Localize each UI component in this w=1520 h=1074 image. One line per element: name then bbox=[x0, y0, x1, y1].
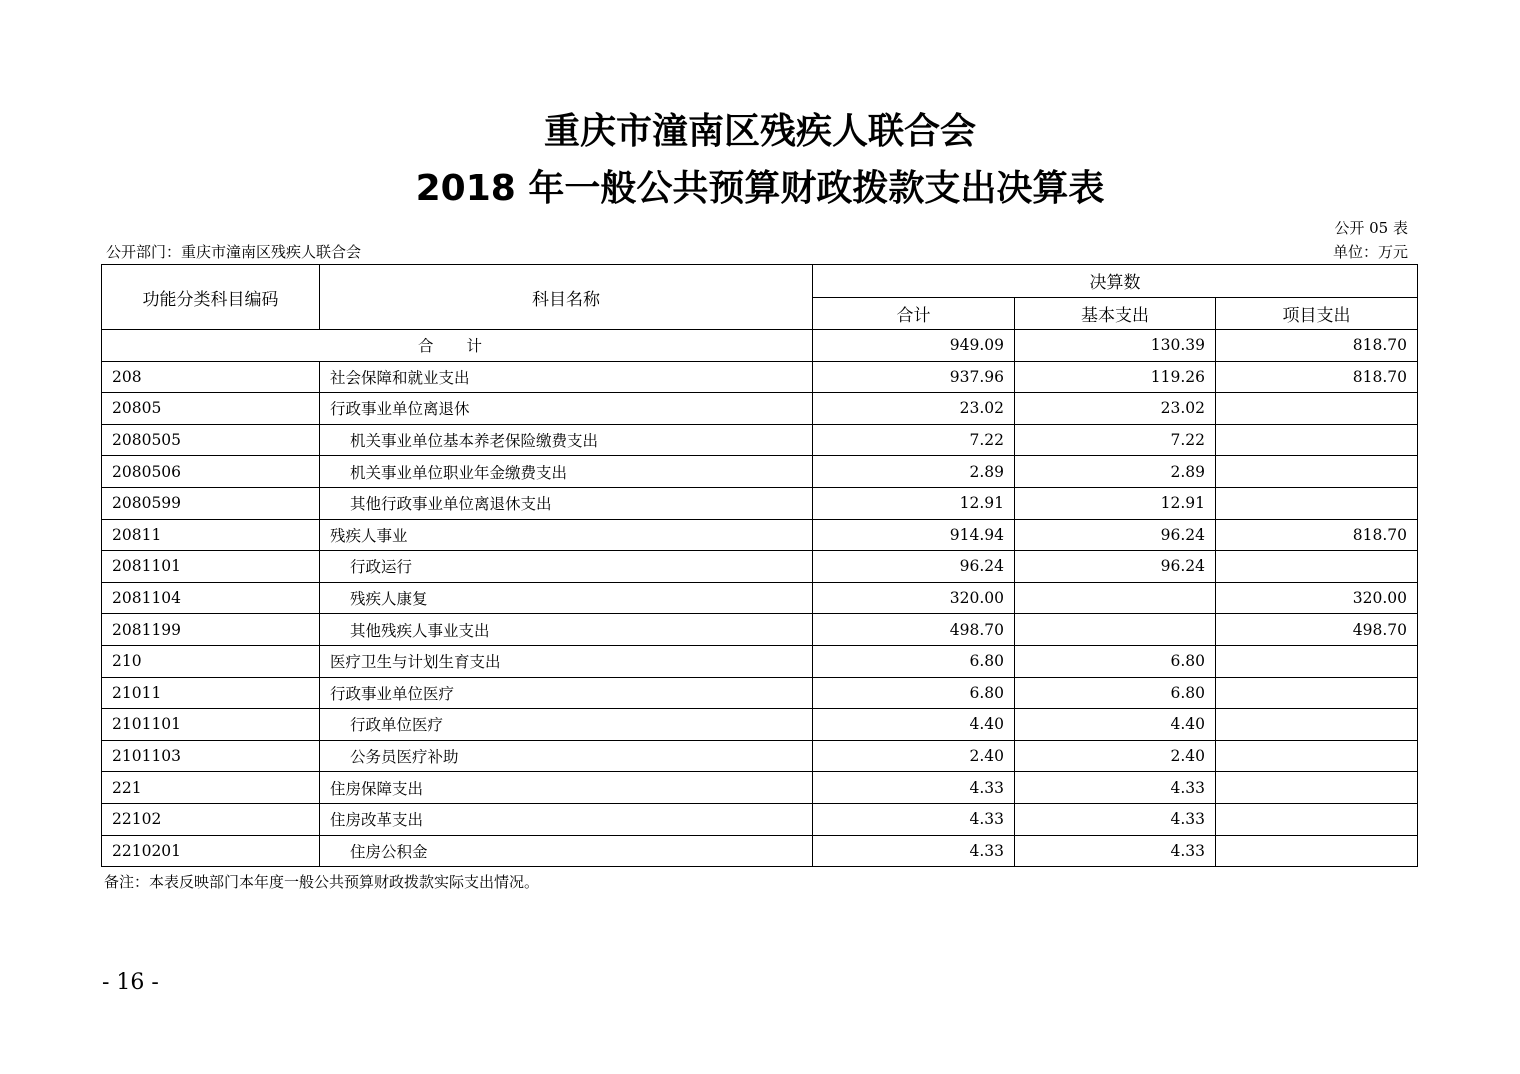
unit-label: 单位：万元 bbox=[1332, 243, 1408, 261]
cell-name: 行政运行 bbox=[320, 551, 813, 583]
cell-total: 6.80 bbox=[813, 645, 1015, 677]
cell-total: 2.40 bbox=[813, 740, 1015, 772]
cell-total: 4.33 bbox=[813, 835, 1015, 867]
page-number: - 16 - bbox=[102, 970, 159, 995]
cell-basic: 23.02 bbox=[1015, 393, 1216, 425]
cell-total: 96.24 bbox=[813, 551, 1015, 583]
cell-code: 2080506 bbox=[102, 456, 320, 488]
cell-basic: 4.33 bbox=[1015, 772, 1216, 804]
cell-code: 221 bbox=[102, 772, 320, 804]
table-row bbox=[102, 709, 1418, 741]
total-sum: 949.09 bbox=[813, 330, 1015, 362]
header-basic: 基本支出 bbox=[1015, 297, 1216, 330]
cell-name: 医疗卫生与计划生育支出 bbox=[320, 645, 813, 677]
cell-total: 4.33 bbox=[813, 803, 1015, 835]
cell-project bbox=[1216, 551, 1418, 583]
cell-code: 2101101 bbox=[102, 709, 320, 741]
cell-project: 320.00 bbox=[1216, 582, 1418, 614]
department-label: 公开部门：重庆市潼南区残疾人联合会 bbox=[106, 243, 362, 261]
cell-code: 2210201 bbox=[102, 835, 320, 867]
cell-total: 7.22 bbox=[813, 424, 1015, 456]
cell-total: 23.02 bbox=[813, 393, 1015, 425]
cell-total: 6.80 bbox=[813, 677, 1015, 709]
cell-code: 22102 bbox=[102, 803, 320, 835]
cell-code: 208 bbox=[102, 361, 320, 393]
cell-total: 937.96 bbox=[813, 361, 1015, 393]
cell-project bbox=[1216, 709, 1418, 741]
total-project: 818.70 bbox=[1216, 330, 1418, 362]
total-basic: 130.39 bbox=[1015, 330, 1216, 362]
table-row bbox=[102, 582, 1418, 614]
table-row bbox=[102, 740, 1418, 772]
cell-name: 住房公积金 bbox=[320, 835, 813, 867]
cell-total: 498.70 bbox=[813, 614, 1015, 646]
cell-name: 机关事业单位职业年金缴费支出 bbox=[320, 456, 813, 488]
header-group: 决算数 bbox=[813, 265, 1418, 298]
cell-code: 20811 bbox=[102, 519, 320, 551]
cell-project bbox=[1216, 803, 1418, 835]
cell-code: 2081104 bbox=[102, 582, 320, 614]
cell-project bbox=[1216, 393, 1418, 425]
cell-name: 公务员医疗补助 bbox=[320, 740, 813, 772]
cell-name: 其他残疾人事业支出 bbox=[320, 614, 813, 646]
cell-total: 4.33 bbox=[813, 772, 1015, 804]
cell-code: 2081199 bbox=[102, 614, 320, 646]
cell-total: 12.91 bbox=[813, 487, 1015, 519]
cell-name: 行政事业单位医疗 bbox=[320, 677, 813, 709]
cell-name: 住房改革支出 bbox=[320, 803, 813, 835]
cell-name: 其他行政事业单位离退休支出 bbox=[320, 487, 813, 519]
cell-project: 498.70 bbox=[1216, 614, 1418, 646]
header-total: 合计 bbox=[813, 297, 1015, 330]
cell-project: 818.70 bbox=[1216, 519, 1418, 551]
cell-basic: 6.80 bbox=[1015, 645, 1216, 677]
cell-project: 818.70 bbox=[1216, 361, 1418, 393]
cell-code: 2081101 bbox=[102, 551, 320, 583]
header-code: 功能分类科目编码 bbox=[102, 265, 320, 330]
table-row bbox=[102, 614, 1418, 646]
cell-name: 住房保障支出 bbox=[320, 772, 813, 804]
cell-total: 914.94 bbox=[813, 519, 1015, 551]
cell-basic bbox=[1015, 614, 1216, 646]
cell-basic: 12.91 bbox=[1015, 487, 1216, 519]
cell-project bbox=[1216, 740, 1418, 772]
table-row bbox=[102, 361, 1418, 393]
table-row bbox=[102, 645, 1418, 677]
cell-basic: 96.24 bbox=[1015, 519, 1216, 551]
header-name: 科目名称 bbox=[320, 265, 813, 330]
table-number: 公开 05 表 bbox=[1334, 219, 1408, 237]
total-row bbox=[102, 330, 1418, 362]
cell-code: 2101103 bbox=[102, 740, 320, 772]
cell-total: 320.00 bbox=[813, 582, 1015, 614]
cell-basic: 4.33 bbox=[1015, 803, 1216, 835]
cell-name: 行政事业单位离退休 bbox=[320, 393, 813, 425]
cell-project bbox=[1216, 456, 1418, 488]
cell-basic: 2.89 bbox=[1015, 456, 1216, 488]
cell-code: 2080505 bbox=[102, 424, 320, 456]
budget-table bbox=[101, 264, 1418, 867]
cell-basic: 4.40 bbox=[1015, 709, 1216, 741]
table-row bbox=[102, 424, 1418, 456]
cell-basic: 2.40 bbox=[1015, 740, 1216, 772]
cell-code: 20805 bbox=[102, 393, 320, 425]
cell-code: 210 bbox=[102, 645, 320, 677]
cell-code: 2080599 bbox=[102, 487, 320, 519]
table-row bbox=[102, 393, 1418, 425]
cell-basic: 7.22 bbox=[1015, 424, 1216, 456]
cell-project bbox=[1216, 772, 1418, 804]
cell-code: 21011 bbox=[102, 677, 320, 709]
cell-name: 残疾人康复 bbox=[320, 582, 813, 614]
table-row bbox=[102, 551, 1418, 583]
table-row bbox=[102, 677, 1418, 709]
table-row bbox=[102, 803, 1418, 835]
cell-project bbox=[1216, 835, 1418, 867]
cell-basic: 4.33 bbox=[1015, 835, 1216, 867]
cell-name: 残疾人事业 bbox=[320, 519, 813, 551]
total-label: 合 计 bbox=[102, 330, 813, 362]
cell-basic bbox=[1015, 582, 1216, 614]
document-subtitle: 2018 年一般公共预算财政拨款支出决算表 bbox=[415, 168, 1105, 209]
cell-project bbox=[1216, 424, 1418, 456]
document-title: 重庆市潼南区残疾人联合会 bbox=[543, 111, 976, 152]
cell-project bbox=[1216, 645, 1418, 677]
header-project: 项目支出 bbox=[1216, 297, 1418, 330]
cell-basic: 6.80 bbox=[1015, 677, 1216, 709]
cell-basic: 96.24 bbox=[1015, 551, 1216, 583]
cell-project bbox=[1216, 677, 1418, 709]
cell-name: 社会保障和就业支出 bbox=[320, 361, 813, 393]
footnote: 备注：本表反映部门本年度一般公共预算财政拨款实际支出情况。 bbox=[104, 873, 540, 891]
cell-basic: 119.26 bbox=[1015, 361, 1216, 393]
table-row bbox=[102, 519, 1418, 551]
cell-total: 2.89 bbox=[813, 456, 1015, 488]
cell-project bbox=[1216, 487, 1418, 519]
cell-name: 行政单位医疗 bbox=[320, 709, 813, 741]
cell-name: 机关事业单位基本养老保险缴费支出 bbox=[320, 424, 813, 456]
table-row bbox=[102, 835, 1418, 867]
cell-total: 4.40 bbox=[813, 709, 1015, 741]
table-row bbox=[102, 456, 1418, 488]
table-row bbox=[102, 772, 1418, 804]
table-row bbox=[102, 487, 1418, 519]
